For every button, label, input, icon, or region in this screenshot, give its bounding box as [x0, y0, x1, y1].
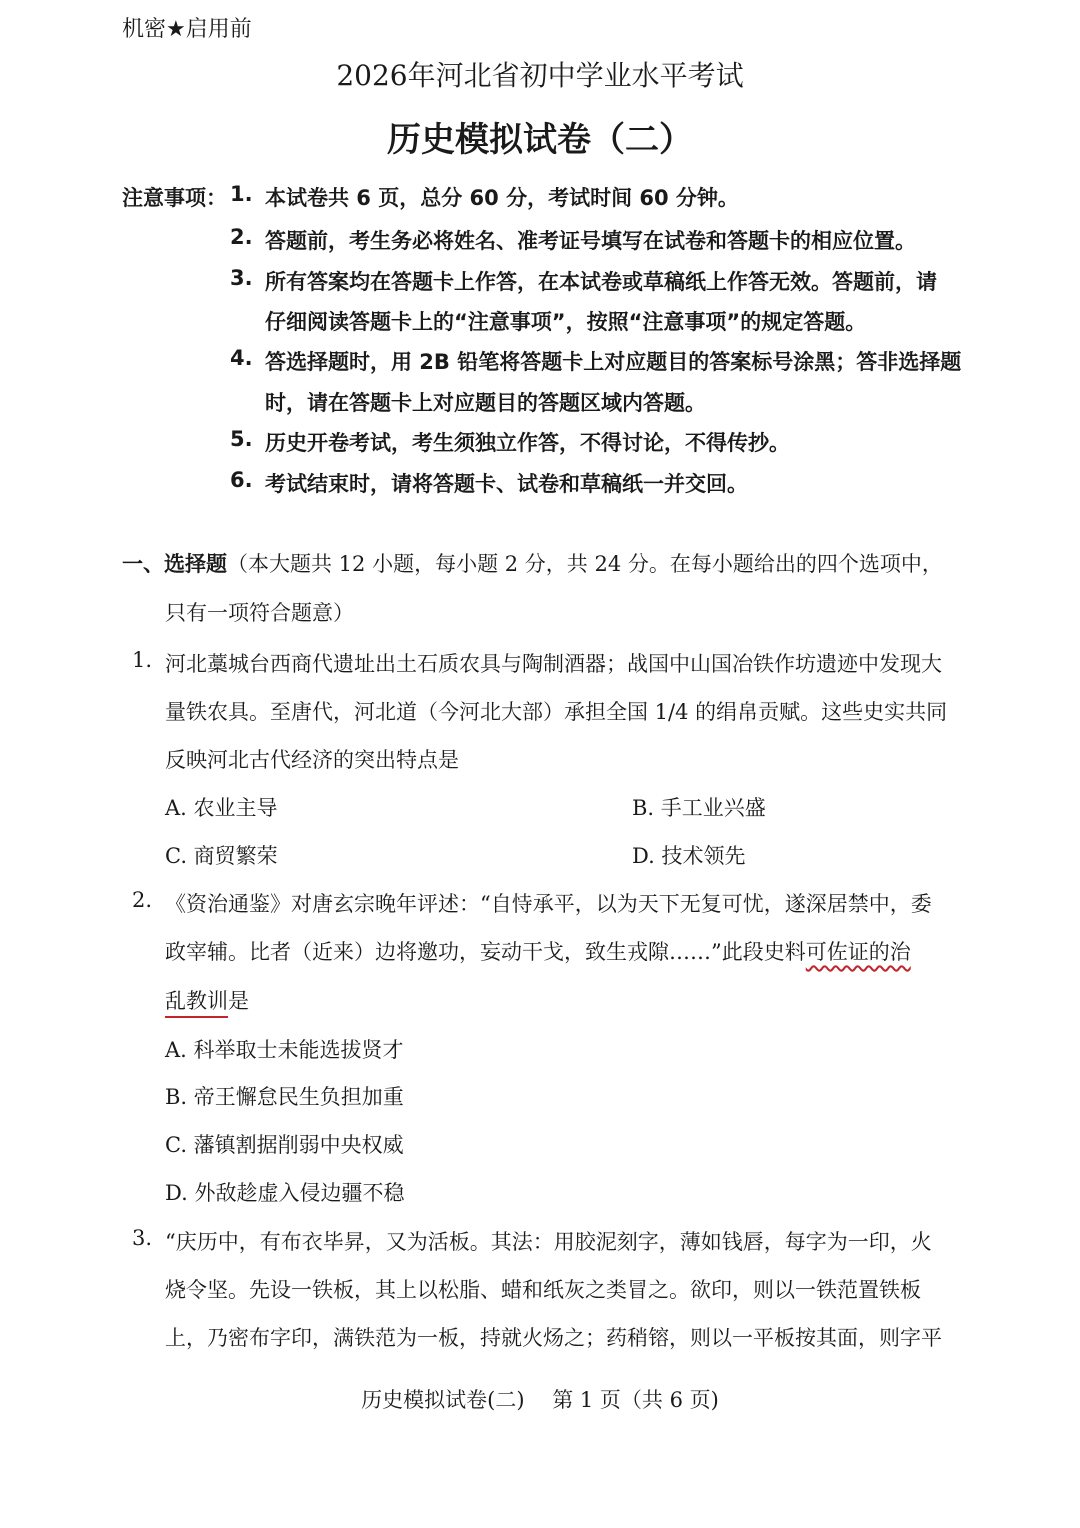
notice-line: 答选择题时，用 2B 铅笔将答题卡上对应题目的答案标号涂黑；答非选择题 [265, 350, 962, 374]
underline-annotation: 乱教训 [165, 989, 228, 1018]
question-number: 1. [132, 648, 153, 672]
notice-num: 2. [230, 225, 253, 249]
section-heading [122, 548, 943, 578]
notice-line: 答题前，考生务必将姓名、准考证号填写在试卷和答题卡的相应位置。 [265, 229, 916, 253]
notice-num: 6. [230, 468, 253, 492]
notice-line: 所有答案均在答题卡上作答，在本试卷或草稿纸上作答无效。答题前，请 [265, 270, 937, 294]
secret-label: 机密★启用前 [122, 17, 252, 42]
notice-line: 考试结束时，请将答题卡、试卷和草稿纸一并交回。 [265, 472, 748, 496]
notice-line: 历史开卷考试，考生须独立作答，不得讨论，不得传抄。 [265, 431, 790, 455]
question-line: 河北藁城台西商代遗址出土石质农具与陶制酒器；战国中山国冶铁作坊遗迹中发现大 [165, 652, 942, 676]
question-line: 量铁农具。至唐代，河北道（今河北大部）承担全国 1/4 的绢帛贡赋。这些史实共同 [165, 700, 948, 724]
question-line: 烧令坚。先设一铁板，其上以松脂、蜡和纸灰之类冒之。欲印，则以一铁范置铁板 [165, 1278, 921, 1302]
section-title: 一、选择题 [122, 552, 227, 576]
page-footer: 历史模拟试卷(二) 第 1 页（共 6 页) [361, 1388, 719, 1412]
question-text: 政宰辅。比者（近来）边将邀功，妄动干戈，致生戎隙……”此段史料 [165, 940, 806, 964]
section-desc: （本大题共 12 小题，每小题 2 分，共 24 分。在每小题给出的四个选项中， [227, 552, 943, 576]
wavy-underline-annotation: 可佐证的治 [805, 940, 911, 964]
option-c: C. 商贸繁荣 [165, 844, 278, 868]
option-c: C. 藩镇割据削弱中央权威 [165, 1133, 404, 1157]
question-line: “庆历中，有布衣毕昇，又为活板。其法：用胶泥刻字，薄如钱唇，每字为一印，火 [165, 1230, 932, 1254]
section-desc-line2: 只有一项符合题意） [165, 601, 354, 625]
notice-num: 1. [230, 182, 253, 206]
question-text: 是 [228, 989, 249, 1013]
question-line: 上，乃密布字印，满铁范为一板，持就火炀之；药稍镕，则以一平板按其面，则字平 [165, 1326, 942, 1350]
option-b: B. 手工业兴盛 [632, 796, 766, 820]
option-b: B. 帝王懈怠民生负担加重 [165, 1085, 404, 1109]
notice-line: 仔细阅读答题卡上的“注意事项”，按照“注意事项”的规定答题。 [265, 310, 867, 334]
exam-title: 2026年河北省初中学业水平考试 [336, 59, 744, 92]
question-number: 3. [132, 1226, 153, 1250]
notice-num: 5. [230, 427, 253, 451]
notice-line: 时，请在答题卡上对应题目的答题区域内答题。 [265, 391, 706, 415]
paper-title: 历史模拟试卷（二） [387, 120, 693, 160]
notice-label: 注意事项： [122, 186, 227, 210]
notice-line: 本试卷共 6 页，总分 60 分，考试时间 60 分钟。 [265, 186, 739, 210]
option-a: A. 科举取士未能选拔贤才 [165, 1038, 404, 1062]
option-d: D. 技术领先 [632, 844, 746, 868]
option-d: D. 外敌趁虚入侵边疆不稳 [165, 1181, 405, 1205]
question-line: 反映河北古代经济的突出特点是 [165, 748, 459, 772]
option-a: A. 农业主导 [165, 796, 278, 820]
notice-num: 4. [230, 346, 253, 370]
notice-num: 3. [230, 266, 253, 290]
question-number: 2. [132, 888, 153, 912]
question-line: 《资治通鉴》对唐玄宗晚年评述：“自恃承平，以为天下无复可忧，遂深居禁中，委 [165, 892, 932, 916]
question-line [165, 985, 249, 1015]
question-line [165, 936, 911, 966]
